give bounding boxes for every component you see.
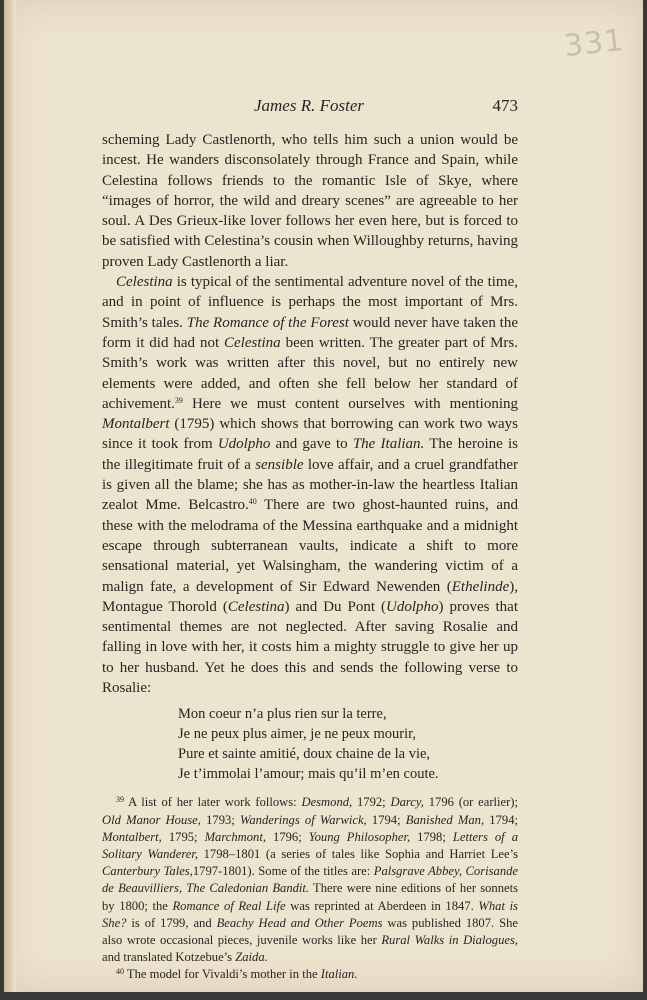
text-run: love affair, and a cruel grandfather is given all the blame; she has as mother-in-law the heartless Italian zealot Mme. Belcastro. <box>102 456 518 514</box>
handwritten-folio-number: 331 <box>562 22 626 65</box>
footnote <box>102 794 518 966</box>
footnote-reference: 40 <box>248 497 257 507</box>
running-head: James R. Foster <box>253 96 364 115</box>
page-gutter <box>4 0 16 992</box>
text-run: 1796; <box>266 829 309 844</box>
italic-text: Beachy Head and Other Poems <box>216 915 383 930</box>
italic-text: Montalbert, <box>102 829 162 844</box>
italic-text: Banished Man, <box>405 812 485 827</box>
text-run: and translated Kotzebue’s <box>102 950 236 965</box>
text-run: 1792; <box>352 795 391 810</box>
footnote-number: 39 <box>116 795 124 805</box>
italic-text: Celestina <box>227 598 285 615</box>
italic-text: Palsgrave Abbey, Corisande de Beauvilliers, The Caledonian Bandit. <box>102 864 518 896</box>
italic-text: The Italian. <box>352 436 425 453</box>
body-text <box>102 130 518 698</box>
text-run: The model for Vivaldi’s mother in the <box>124 967 321 982</box>
text-run: was published 1807. She also wrote occasional pieces, juvenile works like her <box>102 915 518 947</box>
text-run: was reprinted at Aberdeen in 1847. <box>285 898 479 913</box>
text-run: is typical of the sentimental adventure novel of the time, and in point of influence is perhaps the most important of Mrs. Smith’s tales. <box>102 274 518 331</box>
text-run: been written. The greater part of Mrs. Smith’s work was written after this novel, but no entirely new elements were added, and often she fell below her standard of achivement. <box>102 334 518 412</box>
italic-text: Zaida. <box>235 950 268 965</box>
paragraph <box>102 130 518 272</box>
text-run: (1795) which shows that borrowing can work two ways since it took from <box>102 416 518 453</box>
italic-text: Canterbury Tales, <box>102 864 193 879</box>
text-run: 1798; <box>410 829 453 844</box>
text-run: 1796 (or earlier); <box>423 795 519 810</box>
text-run: 1794; <box>366 812 406 827</box>
italic-text: Marchmont, <box>204 829 267 844</box>
text-run: There are two ghost-haunted ruins, and these with the melodrama of the Messina earthquake and a midnight escape through subterranean vaults, indicate a shift to more sensational material, yet Walsingham, the wandering victim of a malign fate, a development of Sir Edward Newenden ( <box>102 497 518 595</box>
italic-text: Romance of Real Life <box>172 898 286 913</box>
footnote-number: 40 <box>116 967 124 977</box>
italic-text: Old Manor House, <box>102 812 201 827</box>
text-run: is of 1799, and <box>126 915 217 930</box>
italic-text: Ethelinde <box>451 578 510 595</box>
text-run: 1794; <box>484 812 518 827</box>
footnote <box>102 966 518 983</box>
italic-text: sensible <box>255 456 304 473</box>
italic-text: Udolpho <box>386 598 439 615</box>
page-body <box>102 130 518 984</box>
italic-text: Wanderings of Warwick, <box>240 812 367 827</box>
text-run: Here we must content ourselves with mentioning <box>182 395 518 412</box>
italic-text: What is She? <box>102 898 518 930</box>
italic-text: Letters of a Solitary Wanderer, <box>102 829 518 861</box>
text-run: 1793; <box>200 812 241 827</box>
verse-line: Mon coeur n’a plus rien sur la terre, <box>178 706 387 723</box>
footnotes <box>102 794 518 983</box>
footnote-reference: 39 <box>174 395 183 405</box>
italic-text: The Romance of the Forest <box>186 314 349 331</box>
text-run: and gave to <box>270 436 353 453</box>
paragraph <box>102 272 518 698</box>
italic-text: Montalbert <box>102 416 170 433</box>
text-run: 1795; <box>161 829 205 844</box>
text-run: There were nine editions of her sonnets by 1800; the <box>102 881 518 913</box>
text-run: would never have taken the form it did had not <box>102 314 518 351</box>
italic-text: Rural Walks in Dialogues, <box>381 932 518 947</box>
italic-text: Desmond, <box>301 795 353 810</box>
verse-line: Je ne peux plus aimer, je ne peux mourir, <box>178 726 417 743</box>
verse-quotation <box>178 704 518 784</box>
page-number: 473 <box>492 96 518 115</box>
text-run: scheming Lady Castlenorth, who tells him such a union would be incest. He wanders disconsolately through France and Spain, while Celestina follows friends to the romantic Isle of Skye, where “images of horror, the wild and dreary scenes” are agreeable to her soul. A Des Grieux-like lover follows her even here, but is forced to be satisfied with Celestina’s cousin when Willoughby returns, having proven Lady Castlenorth a liar. <box>102 132 518 270</box>
italic-text: Udolpho <box>217 436 271 453</box>
italic-text: Celestina <box>224 334 281 351</box>
italic-text: Young Philosopher, <box>308 829 411 844</box>
text-run: 1798–1801 (a series of tales like Sophia and Harriet Lee’s <box>198 846 518 861</box>
italic-text: Celestina <box>116 274 173 291</box>
italic-text: Italian. <box>320 967 358 982</box>
text-run: ), Montague Thorold ( <box>102 578 518 615</box>
page-header <box>100 96 518 118</box>
verse-line: Pure et sainte amitié, doux chaine de la vie, <box>178 746 431 763</box>
text-run: The heroine is the illegitimate fruit of a <box>102 436 518 473</box>
text-run: ) and Du Pont ( <box>284 598 387 615</box>
text-run: 1797-1801). Some of the titles are: <box>192 864 374 879</box>
text-run: A list of her later work follows: <box>124 795 302 810</box>
italic-text: Darcy, <box>390 795 424 810</box>
verse-line: Je t’immolai l’amour; mais qu’il m’en coute. <box>178 766 439 783</box>
text-run: ) proves that sentimental themes are not neglected. After saving Rosalie and falling in love with her, it costs him a mighty struggle to give her up to her husband. Yet he does this and sends the following verse to Rosalie: <box>102 598 519 697</box>
